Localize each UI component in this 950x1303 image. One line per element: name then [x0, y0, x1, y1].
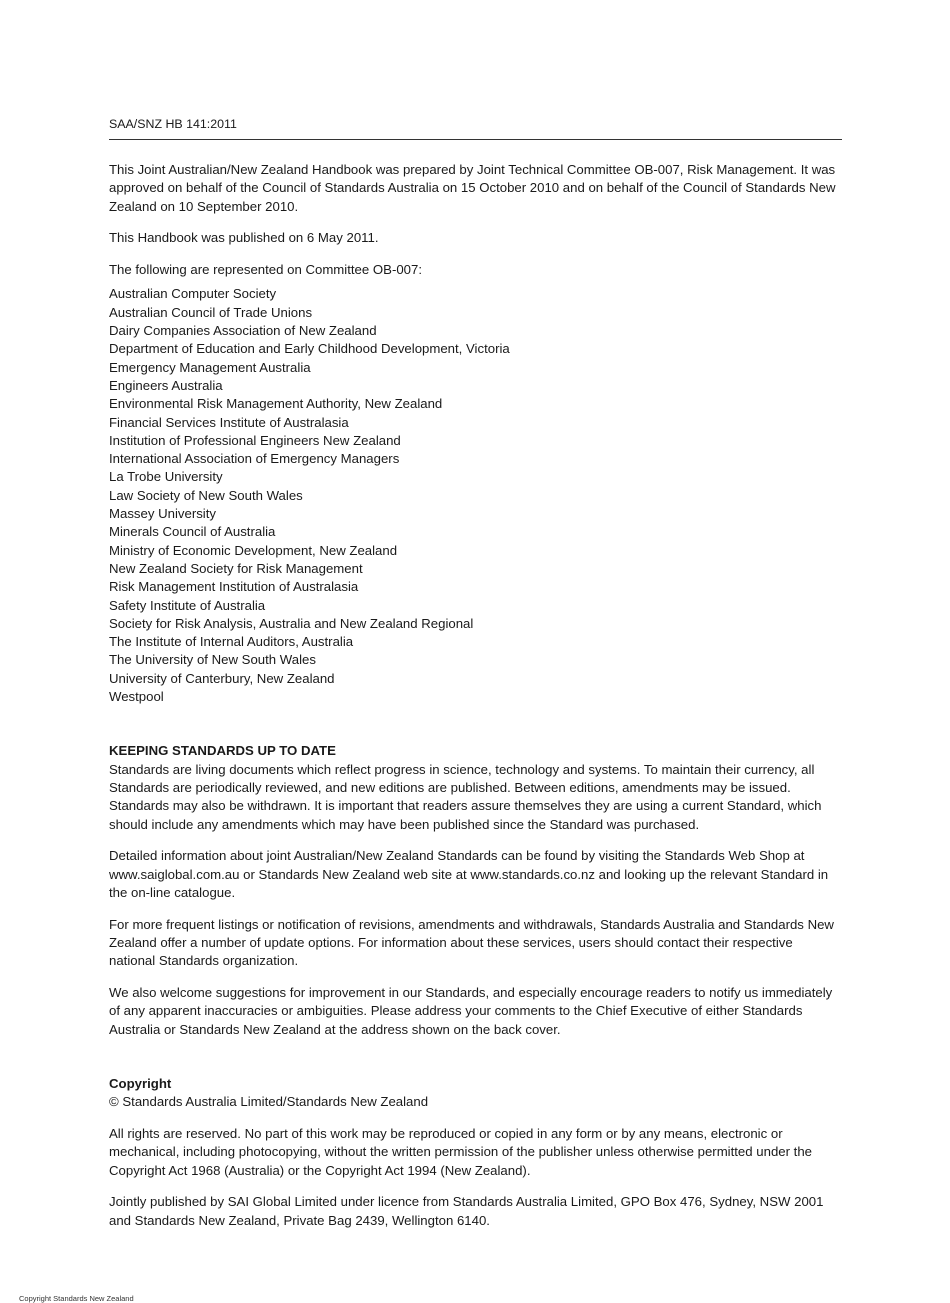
copyright-rights-statement: All rights are reserved. No part of this work may be reproduced or copied in any form or by any means, electronic or mechanical, including photocopying, without the written permission of the publisher unless otherwise permitted under the Copyright Act 1968 (Australia) or the Copyright Act 1994 (New Zealand).	[109, 1126, 812, 1178]
keeping-standards-section	[109, 742, 842, 1039]
committee-member: Society for Risk Analysis, Australia and New Zealand Regional	[109, 615, 474, 631]
committee-member: Safety Institute of Australia	[109, 597, 266, 613]
committee-member: Dairy Companies Association of New Zealand	[109, 323, 377, 339]
committee-member: Financial Services Institute of Australasia	[109, 414, 349, 430]
committee-member: Massey University	[109, 506, 216, 522]
keeping-standards-paragraph: We also welcome suggestions for improvement in our Standards, and especially encourage readers to notify us immediately of any apparent inaccuracies or ambiguities. Please address your comments to the Chief Executive of either Standards Australia or Standards New Zealand at the address shown on the back cover.	[109, 985, 833, 1037]
committee-member-list	[109, 285, 842, 706]
page-footer: Copyright Standards New Zealand	[19, 1294, 134, 1303]
committee-member: Westpool	[109, 689, 164, 705]
committee-member: International Association of Emergency Managers	[109, 451, 400, 467]
document-body	[109, 161, 842, 1244]
copyright-section	[109, 1075, 842, 1230]
keeping-standards-heading: KEEPING STANDARDS UP TO DATE	[109, 743, 336, 759]
committee-member: La Trobe University	[109, 469, 223, 485]
copyright-holder: © Standards Australia Limited/Standards New Zealand	[109, 1094, 429, 1110]
committee-member: Emergency Management Australia	[109, 359, 311, 375]
committee-member: Environmental Risk Management Authority, New Zealand	[109, 396, 443, 412]
committee-member: The University of New South Wales	[109, 652, 316, 668]
keeping-standards-paragraph: For more frequent listings or notification of revisions, amendments and withdrawals, Standards Australia and Standards New Zealand offer a number of update options. For information about these services, users should contact their respective national Standards organization.	[109, 916, 834, 969]
committee-member: Australian Council of Trade Unions	[109, 304, 313, 320]
header-divider	[109, 139, 842, 140]
committee-member: The Institute of Internal Auditors, Australia	[109, 634, 354, 650]
committee-member: Ministry of Economic Development, New Zealand	[109, 542, 398, 558]
preface-published-date: This Handbook was published on 6 May 2011.	[109, 230, 379, 246]
document-id: SAA/SNZ HB 141:2011	[109, 117, 237, 131]
keeping-standards-paragraph: Detailed information about joint Australian/New Zealand Standards can be found by visiting the Standards Web Shop at www.saiglobal.com.au or Standards New Zealand web site at www.standards.co.nz and looking up the relevant Standard in the on-line catalogue.	[109, 848, 829, 900]
committee-member: Risk Management Institution of Australasia	[109, 579, 359, 595]
preface-prepared-by: This Joint Australian/New Zealand Handbook was prepared by Joint Technical Committee OB-007, Risk Management. It was approved on behalf of the Council of Standards Australia on 15 October 2010 and on behalf of the Council of Standards New Zealand on 10 September 2010.	[109, 162, 836, 214]
committee-member: Minerals Council of Australia	[109, 524, 276, 540]
copyright-heading: Copyright	[109, 1075, 172, 1091]
committee-member: Australian Computer Society	[109, 286, 277, 302]
committee-intro: The following are represented on Committee OB-007:	[109, 262, 422, 278]
committee-member: New Zealand Society for Risk Management	[109, 560, 363, 576]
committee-member: Engineers Australia	[109, 377, 223, 393]
committee-member: Institution of Professional Engineers New Zealand	[109, 432, 401, 448]
committee-member: Law Society of New South Wales	[109, 487, 303, 503]
committee-member: University of Canterbury, New Zealand	[109, 670, 335, 686]
keeping-standards-paragraph: Standards are living documents which reflect progress in science, technology and systems. To maintain their currency, all Standards are periodically reviewed, and new editions are published. Between editions, amendments may be issued. Standards may also be withdrawn. It is important that readers assure themselves they are using a current Standard, which should include any amendments which may have been published since the Standard was purchased.	[109, 761, 822, 832]
copyright-publisher-statement: Jointly published by SAI Global Limited under licence from Standards Australia Limited, GPO Box 476, Sydney, NSW 2001 and Standards New Zealand, Private Bag 2439, Wellington 6140.	[109, 1194, 824, 1228]
committee-member: Department of Education and Early Childhood Development, Victoria	[109, 341, 510, 357]
